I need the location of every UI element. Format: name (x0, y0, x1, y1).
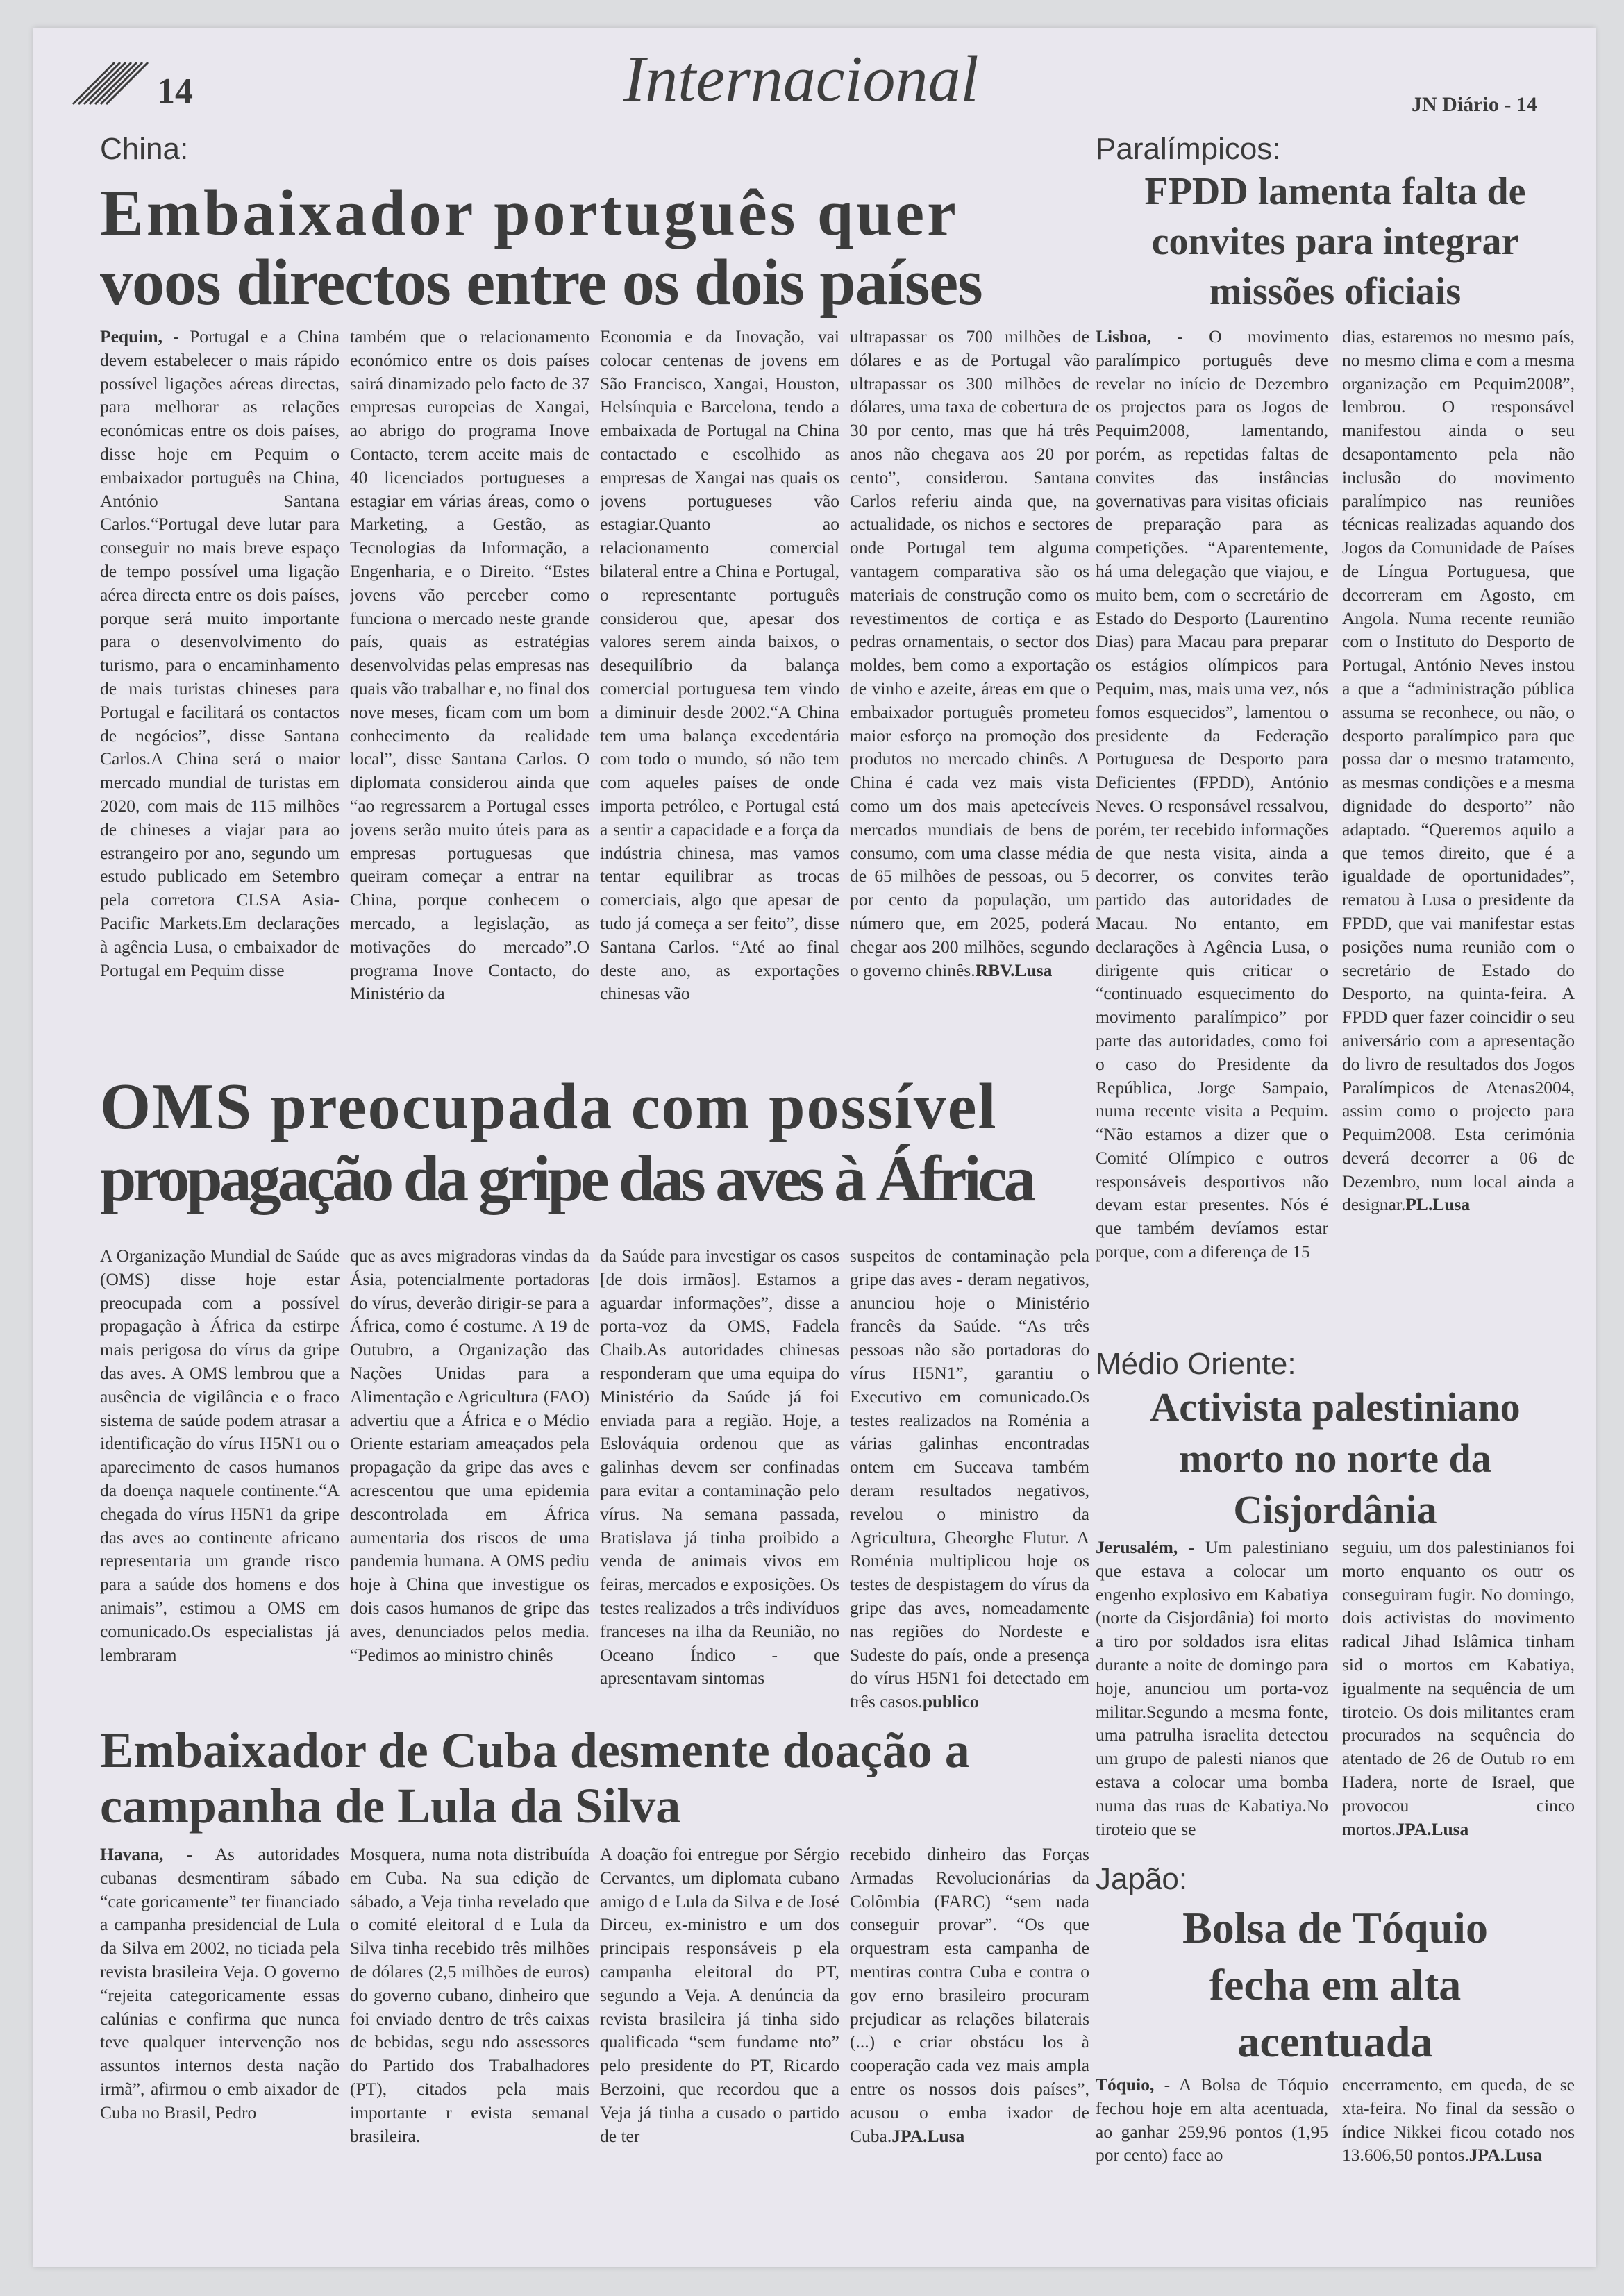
cuba-headline-line2: campanha de Lula da Silva (100, 1778, 681, 1834)
china-text-3: Economia e da Inovação, vai colocar centenas de jovens em São Francisco, Xangai, Houston, Helsínquia e Barcelona, tendo a embaixada de Portugal na China contactado e escolhido as empresas de Xangai nas quais os jovens portugueses vão estagiar.Quanto ao relacionamento comercial bilateral entre a China e Portugal, o representante português considerou que, apesar dos valores serem ainda baixos, o desequilíbrio da balança comercial portuguesa tem vindo a diminuir desde 2002.“A China tem uma balança excedentária com todo o mundo, só não tem com aqueles países de onde importa petróleo, e Portugal está a sentir a capacidade e a força da indústria chinesa, mas vamos tentar equilibrar as trocas comerciais, algo que apesar de tudo já começa a ser feito”, disse Santana Carlos. “Até ao final deste ano, as exportações chinesas vão (600, 326, 839, 1004)
cuba-text-2: Mosquera, numa nota distribuída em Cuba. Na sua edição de sábado, a Veja tinha revelado que o comité eleitoral d e Lula da Silva tinha recebido três milhões de dólares (2,5 milhões de euros) do governo cubano, dinheiro que foi enviado dentro de três caixas de bebidas, segu ndo assessores do Partido dos Trabalhadores (PT), citados pela mais importante r evista semanal brasileira. (350, 1844, 589, 2146)
oms-headline-line1: OMS preocupada com possível (100, 1071, 998, 1143)
paralimpicos-headline-line3: missões oficiais (1209, 270, 1462, 313)
medio-oriente-column-2 (1342, 1536, 1575, 1862)
cuba-column-4 (850, 1843, 1089, 2204)
oms-text-1: A Organização Mundial de Saúde (OMS) disse hoje estar preocupada com a possível propagação à África da estirpe mais perigosa do vírus da gripe das aves. A OMS lembrou que a ausência de vigilância e o fraco sistema de saúde podem atrasar a identificação do vírus H5N1 ou o aparecimento de casos humanos da doença naquele continente.“A chegada do vírus H5N1 da gripe das aves ao continente africano representaria um grande risco para a saúde dos homens e dos animais”, estimou a OMS em comunicado.Os especialistas já lembraram (100, 1246, 340, 1665)
oms-signature: publico (922, 1691, 979, 1712)
cuba-headline-line1: Embaixador de Cuba desmente doação a (100, 1723, 970, 1778)
china-text-2: também que o relacionamento económico entre os dois países sairá dinamizado pelo facto de 37 empresas europeias de Xangai, ao abrigo do programa Inove Contacto, terem aceite mais de 40 licenciados portugueses a estagiar em várias áreas, como o Marketing, a Gestão, as Tecnologias da Informação, a Engenharia, e o Direito. “Estes jovens vão perceber como funciona o mercado neste grande país, quais as estratégias desenvolvidas pelas empresas nas quais vão trabalhar e, no final dos nove meses, ficam com um bom conhecimento da realidade local”, disse Santana Carlos. O diplomata considerou ainda que “ao regressarem a Portugal esses jovens serão muito úteis para as empresas portuguesas que queiram começar a entrar na China, porque conhecem o mercado, a legislação, as motivações do mercado”.O programa Inove Contacto, do Ministério da (350, 326, 589, 1004)
japao-signature: JPA.Lusa (1468, 2145, 1542, 2165)
paralimpicos-headline (1096, 167, 1575, 317)
page-number: 14 (157, 72, 193, 111)
china-text-4: ultrapassar os 700 milhões de dólares e as de Portugal vão ultrapassar os 300 milhões de dólares, uma taxa de cobertura de 30 por cento, mas que há três anos não chegava aos 20 por cento”, considerou. Santana Carlos referiu ainda que, na actualidade, os nichos e sectores onde Portugal tem alguma vantagem comparativa são os materiais de construção como os revestimentos de cortiça e as pedras ornamentais, o sector dos moldes, bem como a exportação de vinho e azeite, áreas em que o embaixador português prometeu maior esforço na promoção dos produtos no mercado chinês. A China é cada vez mais vista como um dos mais apetecíveis mercados mundiais de bens de consumo, com uma classe média de 65 milhões de pessoas, ou 5 por cento da população, um número que, em 2025, poderá chegar aos 200 milhões, segundo o governo chinês. (850, 326, 1089, 980)
section-title: Internacional (623, 43, 979, 115)
japao-headline-line2: fecha em alta (1209, 1960, 1462, 2009)
paper-page-label: JN Diário - 14 (1412, 93, 1537, 116)
hatched-logo-icon (72, 49, 155, 111)
china-dateline: Pequim, (100, 326, 162, 346)
medio-oriente-text-2: seguiu, um dos palestinianos foi morto enquanto os outr os conseguiram fugir. No domingo, dois activistas do movimento radical Jihad Islâmica tinham sid o mortos em Kabatiya, igualmente na sequência de um tiroteio. Os dois militantes eram procurados na sequência do atentado de 26 de Outub ro em Hadera, norte de Israel, que provocou cinco mortos. (1342, 1537, 1575, 1839)
china-column-1 (100, 325, 340, 1068)
medio-oriente-headline-line2: morto no norte da (1179, 1436, 1491, 1481)
china-column-4 (850, 325, 1089, 1068)
cuba-column-3 (600, 1843, 839, 2204)
china-headline-line1: Embaixador português quer (100, 177, 959, 249)
china-headline-line2: voos directos entre os dois países (100, 246, 982, 319)
china-kicker: China: (100, 132, 189, 166)
medio-oriente-text-1: - Um palestiniano que estava a colocar um engenho explosivo em Kabatiya (norte da Cisjordânia) foi morto a tiro por soldados isra elitas durante a noite de domingo para hoje, anunciou um porta-voz militar.Segundo a mesma fonte, uma patrulha israelita detectou um grupo de palesti nianos que estava a colocar uma bomba numa das ruas de Kabatiya.No tiroteio que se (1096, 1537, 1328, 1839)
japao-dateline: Tóquio, (1096, 2075, 1155, 2095)
oms-text-4: suspeitos de contaminação pela gripe das aves - deram negativos, anunciou hoje o Ministério francês da Saúde. “As três pessoas não são portadoras do vírus H5N1”, garantiu o Executivo em comunicado.Os testes realizados na Roménia a várias galinhas encontradas ontem em Suceava também deram resultados negativos, revelou o ministro da Agricultura, Gheorghe Flutur. A Roménia multiplicou hoje os testes de despistagem do vírus da gripe das aves, nomeadamente nas regiões do Nordeste e Sudeste do país, onde a presença do vírus H5N1 foi detectado em três casos. (850, 1246, 1089, 1712)
oms-column-2 (350, 1244, 589, 1723)
china-signature: RBV.Lusa (975, 960, 1053, 980)
japao-column-2 (1342, 2073, 1575, 2205)
medio-oriente-headline (1096, 1382, 1575, 1536)
oms-headline-line2: propagação da gripe das aves à África (100, 1143, 1033, 1215)
cuba-text-1: - As autoridades cubanas desmentiram sábado “cate goricamente” ter financiado a campanha presidencial de Lula da Silva em 2002, no ticiada pela revista brasileira Veja. O governo “rejeita categoricamente essas calúnias e confirma que nunca teve qualquer intervenção nos assuntos internos desta nação irmã”, afirmou o emb aixador de Cuba no Brasil, Pedro (100, 1844, 340, 2122)
japao-headline-line3: acentuada (1237, 2017, 1433, 2066)
oms-column-3 (600, 1244, 839, 1723)
china-column-2 (350, 325, 589, 1068)
medio-oriente-kicker: Médio Oriente: (1096, 1347, 1296, 1381)
paralimpicos-column-1 (1096, 325, 1328, 1347)
china-text-1: - Portugal e a China devem estabelecer o mais rápido possível ligações aéreas directas, para melhorar as relações económicas entre os dois países, disse hoje em Pequim o embaixador português na China, António Santana Carlos.“Portugal deve lutar para conseguir no mais breve espaço de tempo possível uma ligação aérea directa entre os dois países, porque será muito importante para o desenvolvimento do turismo, para o encaminhamento de mais turistas chineses para Portugal e facilitará os contactos de negócios”, disse Santana Carlos.A China será o maior mercado mundial de turistas em 2020, com mais de 115 milhões de chineses a viajar para ao estrangeiro por ano, segundo um estudo publicado em Setembro pela corretora CLSA Asia- Pacific Markets.Em declarações à agência Lusa, o embaixador de Portugal em Pequim disse (100, 326, 340, 980)
paralimpicos-kicker: Paralímpicos: (1096, 132, 1281, 166)
oms-column-1 (100, 1244, 340, 1723)
paralimpicos-text-2: dias, estaremos no mesmo país, no mesmo clima e com a mesma organização em Pequim2008”, lembrou. O responsável manifestou ainda o seu desapontamento pela não inclusão do movimento paralímpico nas reuniões técnicas realizadas aquando dos Jogos da Comunidade de Países de Língua Portuguesa, que decorreram em Agosto, em Angola. Numa recente reunião com o Instituto do Desporto de Portugal, António Neves instou a que a “administração pública assuma se reconhece, ou não, o desporto paralímpico para que possa dar o mesmo tratamento, as mesmas condições e a mesma dignidade do desporto” não adaptado. “Queremos aquilo a que temos direito, que é a igualdade de oportunidades”, rematou à Lusa o presidente da FPDD, que vai manifestar estas posições numa reunião com o secretário de Estado do Desporto, na quinta-feira. A FPDD quer fazer coincidir o seu aniversário com a apresentação do livro de resultados dos Jogos Paralímpicos de Atenas2004, assim como o projecto para Pequim2008. Esta cerimónia deverá decorrer a 06 de Dezembro, num local ainda a designar. (1342, 326, 1575, 1215)
cuba-text-4: recebido dinheiro das Forças Armadas Revolucionárias da Colômbia (FARC) “sem nada conseguir provar”. “Os que orquestram esta campanha de mentiras contra Cuba e contra o gov erno brasileiro procuram prejudicar as relações bilaterais (...) e criar obstácu los à cooperação cada vez mais ampla entre os nossos dois países”, acusou o emba ixador de Cuba. (850, 1844, 1089, 2146)
paralimpicos-headline-line2: convites para integrar (1151, 220, 1519, 263)
medio-oriente-headline-line1: Activista palestiniano (1150, 1384, 1521, 1430)
japao-headline-line1: Bolsa de Tóquio (1182, 1903, 1488, 1952)
oms-text-3: da Saúde para investigar os casos [de dois irmãos]. Estamos a aguardar informações”, disse a porta-voz da OMS, Fadela Chaib.As autoridades chinesas responderam que uma equipa do Ministério da Saúde já foi enviada para a região. Hoje, a Eslováquia ordenou que as galinhas devem ser confinadas para evitar a contaminação pelo vírus. Na semana passada, Bratislava já tinha proibido a venda de animais vivos em feiras, mercados e exposições. Os testes realizados a três indivíduos franceses na ilha da Reunião, no Oceano Índico - que apresentavam sintomas (600, 1246, 839, 1689)
medio-oriente-signature: JPA.Lusa (1396, 1818, 1469, 1839)
cuba-text-3: A doação foi entregue por Sérgio Cervantes, um diplomata cubano amigo d e Lula da Silva e de José Dirceu, ex-ministro e um dos principais responsáveis p ela campanha eleitoral do PT, segundo a Veja. A denúncia da revista brasileira já tinha sido qualificada “sem fundame nto” pelo presidente do PT, Ricardo Berzoini, que recordou que a Veja já tinha a cusado o partido de ter (600, 1844, 839, 2146)
oms-column-4 (850, 1244, 1089, 1723)
paralimpicos-signature: PL.Lusa (1405, 1194, 1471, 1215)
medio-oriente-column-1 (1096, 1536, 1328, 1862)
japao-headline (1096, 1900, 1575, 2070)
china-column-3 (600, 325, 839, 1068)
paralimpicos-headline-line1: FPDD lamenta falta de (1144, 170, 1526, 213)
japao-text-2: encerramento, em queda, de se xta-feira. No final da sessão o índice Nikkei ficou cotado nos 13.606,50 pontos. (1342, 2075, 1575, 2165)
cuba-column-1 (100, 1843, 340, 2204)
japao-kicker: Japão: (1096, 1862, 1188, 1896)
paralimpicos-dateline: Lisboa, (1096, 326, 1152, 346)
medio-oriente-headline-line3: Cisjordânia (1233, 1487, 1437, 1532)
medio-oriente-dateline: Jerusalém, (1096, 1537, 1178, 1557)
cuba-dateline: Havana, (100, 1844, 164, 1864)
cuba-column-2 (350, 1843, 589, 2204)
oms-text-2: que as aves migradoras vindas da Ásia, potencialmente portadoras do vírus, deverão dirigir-se para a África, como é costume. A 19 de Outubro, a Organização das Nações Unidas para a Alimentação e Agricultura (FAO) advertiu que a África e o Médio Oriente estariam ameaçados pela propagação da gripe das aves e acrescentou que uma epidemia descontrolada em África aumentaria dos riscos de uma pandemia humana. A OMS pediu hoje à China que investigue os dois casos humanos de gripe das aves, denunciados pelos media. “Pedimos ao ministro chinês (350, 1246, 589, 1665)
paralimpicos-text-1: - O movimento paralímpico português deve revelar no início de Dezembro os projectos para os Jogos de Pequim2008, lamentando, porém, as repetidas faltas de convites das instâncias governativas para visitas oficiais de preparação para as competições. “Aparentemente, há uma delegação que viajou, e muito bem, com o secretário de Estado do Desporto (Laurentino Dias) para Macau para preparar os estágios olímpicos para Pequim, mas, mais uma vez, nós fomos esquecidos”, lamentou o presidente da Federação Portuguesa de Desporto para Deficientes (FPDD), António Neves. O responsável ressalvou, porém, ter recebido informações de que nesta visita, ainda a decorrer, os convites terão partido das autoridades de Macau. No entanto, em declarações à Agência Lusa, o dirigente quis criticar o “continuado esquecimento do movimento paralímpico” por parte das autoridades, como foi o caso do Presidente da República, Jorge Sampaio, numa recente visita a Pequim. “Não estamos a dizer que o Comité Olímpico e outros responsáveis desportivos não devam estar presentes. Nós é que também devíamos estar porque, com a diferença de 15 (1096, 326, 1328, 1262)
cuba-signature: JPA.Lusa (891, 2125, 965, 2146)
newspaper-page (33, 28, 1596, 2267)
japao-text-1: - A Bolsa de Tóquio fechou hoje em alta acentuada, ao ganhar 259,96 pontos (1,95 por cento) face ao (1096, 2075, 1328, 2165)
japao-column-1 (1096, 2073, 1328, 2205)
paralimpicos-column-2 (1342, 325, 1575, 1347)
